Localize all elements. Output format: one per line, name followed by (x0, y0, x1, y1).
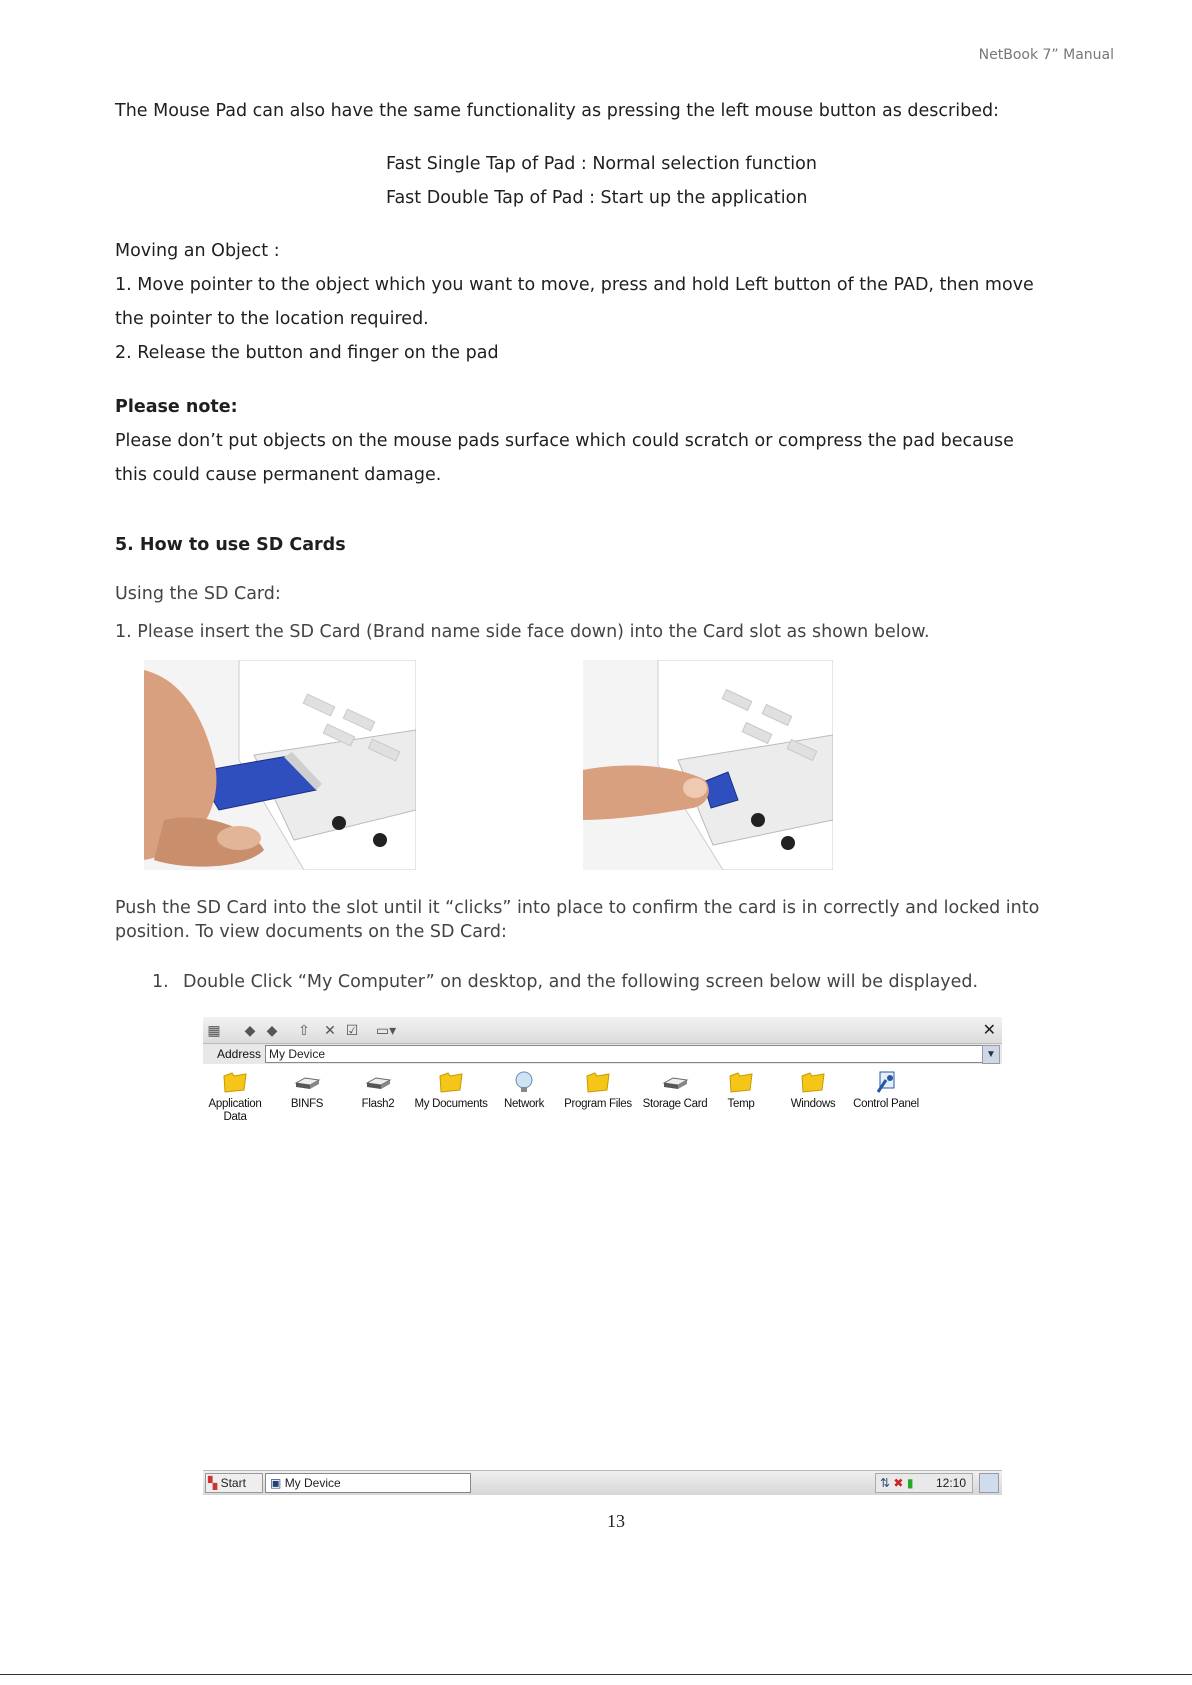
explorer-item-binfs[interactable] (269, 1070, 345, 1111)
explorer-item-storage-card[interactable] (637, 1070, 713, 1111)
push-line-2: position. To view documents on the SD Card: (115, 922, 507, 942)
explorer-item-label: Storage Card (642, 1098, 708, 1110)
folder-icon (799, 1070, 827, 1094)
double-click-instruction: Double Click “My Computer” on desktop, and the following screen below will be displayed. (183, 972, 979, 992)
clock[interactable]: 12:10 (935, 1476, 966, 1490)
moving-step-1: 1. Move pointer to the object which you want to move, press and hold Left button of the PAD, then move (115, 275, 1034, 295)
using-sd-card-label: Using the SD Card: (115, 584, 281, 604)
folder-icon (727, 1070, 755, 1094)
folder-icon (221, 1070, 249, 1094)
footer-rule (0, 1674, 1192, 1675)
address-input[interactable]: My Device (265, 1045, 986, 1063)
folder-icon (437, 1070, 465, 1094)
explorer-item-label: My Documents (414, 1098, 488, 1110)
taskbar-item-label: My Device (284, 1476, 341, 1490)
volume-muted-icon[interactable]: ✖ (893, 1476, 904, 1490)
delete-icon[interactable]: ✕ (324, 1022, 336, 1038)
explorer-toolbar (203, 1017, 1002, 1044)
drive-icon (661, 1070, 689, 1094)
note-line-1: Please don’t put objects on the mouse pads surface which could scratch or compress the pad because (115, 431, 1014, 451)
single-tap-line: Fast Single Tap of Pad : Normal selection function (386, 154, 817, 174)
forward-icon[interactable]: ◆ (266, 1022, 278, 1038)
explorer-item-temp[interactable] (703, 1070, 779, 1111)
start-label: Start (220, 1476, 246, 1490)
up-folder-icon[interactable]: ⇧ (298, 1022, 310, 1038)
section-heading: 5. How to use SD Cards (115, 535, 346, 555)
explorer-item-label: Temp (727, 1098, 755, 1110)
address-label: Address (217, 1047, 262, 1061)
chevron-down-icon[interactable]: ▼ (982, 1045, 1000, 1064)
windows-flag-icon: ▚ (208, 1476, 218, 1490)
system-tray (875, 1473, 973, 1493)
explorer-item-application-data[interactable] (197, 1070, 273, 1124)
explorer-item-label: Network (503, 1098, 545, 1110)
photo-pushing-sd-card (583, 660, 833, 870)
explorer-item-flash2[interactable] (340, 1070, 416, 1111)
show-desktop-button[interactable] (979, 1473, 999, 1493)
explorer-item-label: Windows (790, 1098, 836, 1110)
moving-heading: Moving an Object : (115, 241, 280, 261)
explorer-item-label: BINFS (290, 1098, 324, 1110)
running-header: NetBook 7” Manual (978, 47, 1114, 63)
explorer-item-my-documents[interactable] (413, 1070, 489, 1111)
explorer-item-label: Program Files (564, 1098, 632, 1110)
explorer-item-label: Control Panel (853, 1098, 919, 1110)
note-line-2: this could cause permanent damage. (115, 465, 442, 485)
explorer-item-label: Application Data (208, 1098, 262, 1123)
folder-icon (584, 1070, 612, 1094)
properties-icon[interactable]: ☑ (345, 1022, 359, 1038)
start-button[interactable] (205, 1473, 263, 1493)
battery-icon[interactable]: ▮ (906, 1476, 914, 1490)
app-icon[interactable]: ▦ (207, 1022, 221, 1038)
network-status-icon[interactable]: ⇅ (880, 1476, 891, 1490)
drive-icon (293, 1070, 321, 1094)
explorer-item-network[interactable] (486, 1070, 562, 1111)
control-panel-icon (872, 1070, 900, 1094)
address-bar (203, 1044, 1002, 1064)
note-heading: Please note: (115, 397, 238, 417)
explorer-item-program-files[interactable] (560, 1070, 636, 1111)
taskbar-item-my-device[interactable] (265, 1473, 471, 1493)
insert-instruction: 1. Please insert the SD Card (Brand name side face down) into the Card slot as shown below. (115, 622, 930, 642)
moving-step-1-cont: the pointer to the location required. (115, 309, 429, 329)
page-number: 13 (607, 1511, 625, 1531)
photo-inserting-sd-card (144, 660, 416, 870)
network-icon (510, 1070, 538, 1094)
explorer-item-control-panel[interactable] (848, 1070, 924, 1111)
list-number: 1. (152, 972, 169, 992)
double-tap-line: Fast Double Tap of Pad : Start up the application (386, 188, 808, 208)
push-line-1: Push the SD Card into the slot until it “clicks” into place to confirm the card is in correctly and locked into (115, 898, 1040, 918)
computer-icon: ▣ (270, 1476, 282, 1490)
drive-icon (364, 1070, 392, 1094)
close-icon[interactable]: ✕ (982, 1022, 996, 1039)
moving-step-2: 2. Release the button and finger on the pad (115, 343, 499, 363)
intro-paragraph: The Mouse Pad can also have the same functionality as pressing the left mouse button as described: (115, 101, 999, 121)
back-icon[interactable]: ◆ (244, 1022, 256, 1038)
explorer-item-windows[interactable] (775, 1070, 851, 1111)
views-icon[interactable]: ▭▾ (375, 1022, 397, 1038)
explorer-item-label: Flash2 (361, 1098, 395, 1110)
taskbar (203, 1470, 1002, 1495)
explorer-window (203, 1017, 1002, 1124)
